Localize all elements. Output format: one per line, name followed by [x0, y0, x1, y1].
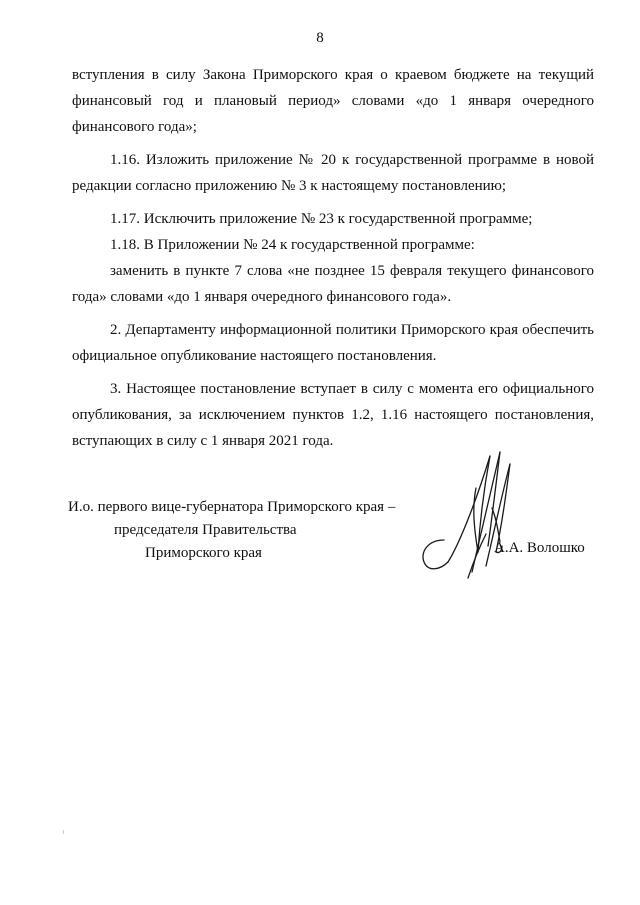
paragraph-2: 2. Департаменту информационной политики Приморского края обеспечить официальное опубликование настоящего постановления.	[72, 322, 594, 364]
paragraph-1-18: 1.18. В Приложении № 24 к государственной программе:	[110, 237, 475, 253]
signer-name: А.А. Волошко	[494, 540, 585, 556]
scan-speck	[63, 830, 64, 834]
paragraph-1-17: 1.17. Исключить приложение № 23 к государственной программе;	[110, 211, 533, 227]
page-number: 8	[316, 30, 324, 46]
paragraph-1-18-detail: заменить в пункте 7 слова «не позднее 15 февраля текущего финансового года» словами «до 1 января очередного финансового года».	[72, 263, 594, 305]
paragraph-3: 3. Настоящее постановление вступает в силу с момента его официального опубликования, за исключением пунктов 1.2, 1.16 настоящего постановления, вступающих в силу с 1 января 2021 года.	[72, 381, 594, 449]
signature-title-line-2: председателя Правительства	[114, 522, 297, 538]
paragraph-1-16: 1.16. Изложить приложение № 20 к государственной программе в новой редакции согласно приложению № 3 к настоящему постановлению;	[72, 152, 594, 194]
document-body	[72, 62, 594, 454]
signature-title-line-1: И.о. первого вице-губернатора Приморского края –	[68, 499, 396, 515]
paragraph-continuation: вступления в силу Закона Приморского края о краевом бюджете на текущий финансовый год и плановый период» словами «до 1 января очередного финансового года»;	[72, 67, 594, 135]
signature-title-line-3: Приморского края	[145, 545, 262, 561]
signature-title	[68, 496, 395, 565]
handwritten-signature	[414, 448, 524, 588]
